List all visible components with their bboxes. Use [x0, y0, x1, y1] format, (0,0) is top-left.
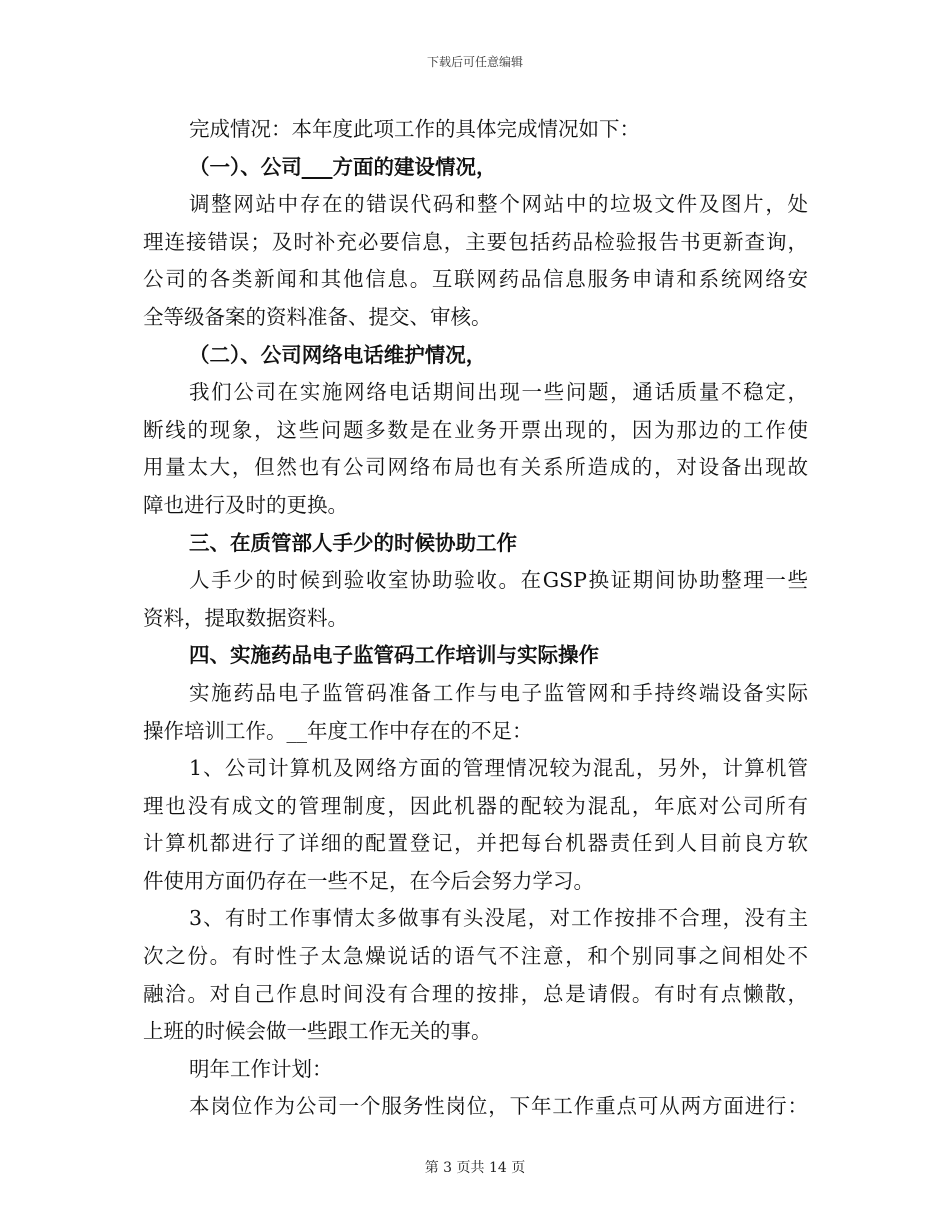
- body-text-line: 理连接错误；及时补充必要信息，主要包括药品检验报告书更新查询，: [143, 229, 808, 254]
- body-text-line: 融洽。对自己作息时间没有合理的按排，总是请假。有时有点懒散，: [143, 981, 808, 1006]
- body-text-line: 完成情况：本年度此项工作的具体完成情况如下：: [189, 117, 640, 141]
- body-text-line: 3、有时工作事情太多做事有头没尾，对工作按排不合理，没有主: [189, 906, 808, 931]
- section-heading: [143, 149, 808, 187]
- section-heading: 四、实施药品电子监管码工作培训与实际操作: [189, 643, 599, 668]
- body-text-line: 全等级备案的资料准备、提交、审核。: [143, 304, 492, 329]
- body-text-line: 明年工作计划：: [189, 1056, 333, 1081]
- body-text-line: 件使用方面仍存在一些不足，在今后会努力学习。: [143, 868, 594, 893]
- page-header-note: 下载后可任意编辑: [426, 55, 523, 69]
- fill-in-blank: ___: [301, 154, 333, 179]
- page-number: 第 3 页共 14 页: [424, 1160, 526, 1176]
- document-body: [143, 111, 808, 1126]
- body-text-line: 资料，提取数据资料。: [143, 605, 348, 630]
- body-text-line: 断线的现象，这些问题多数是在业务开票出现的，因为那边的工作使: [143, 417, 808, 442]
- section-heading: （二）、公司网络电话维护情况，: [189, 342, 487, 367]
- body-text-line: 公司的各类新闻和其他信息。互联网药品信息服务申请和系统网络安: [143, 267, 808, 292]
- body-text-line: 本岗位作为公司一个服务性岗位，下年工作重点可从两方面进行：: [189, 1094, 808, 1119]
- body-text-line: 次之份。有时性子太急燥说话的语气不注意，和个别同事之间相处不: [143, 944, 808, 969]
- heading-text: （一）、公司: [189, 154, 302, 179]
- body-text-line: 调整网站中存在的错误代码和整个网站中的垃圾文件及图片，处: [189, 192, 808, 217]
- body-text-line: 1、公司计算机及网络方面的管理情况较为混乱，另外，计算机管: [189, 756, 808, 781]
- body-text-line: 用量太大，但然也有公司网络布局也有关系所造成的，对设备出现故: [143, 455, 808, 480]
- body-text-line: 理也没有成文的管理制度，因此机器的配较为混乱，年底对公司所有: [143, 793, 808, 818]
- body-text-line: 上班的时候会做一些跟工作无关的事。: [143, 1019, 492, 1044]
- body-text-line: 我们公司在实施网络电话期间出现一些问题，通话质量不稳定，: [189, 380, 808, 405]
- body-text-line: 人手少的时候到验收室协助验收。在GSP换证期间协助整理一些: [189, 568, 808, 593]
- body-text-line: 障也进行及时的更换。: [143, 492, 348, 517]
- body-text-line: 计算机都进行了详细的配置登记，并把每台机器责任到人目前良方软: [143, 831, 808, 856]
- section-heading: 三、在质管部人手少的时候协助工作: [189, 530, 517, 555]
- body-text-line: 实施药品电子监管码准备工作与电子监管网和手持终端设备实际: [189, 680, 808, 705]
- body-text-line: 操作培训工作。__年度工作中存在的不足：: [143, 718, 533, 743]
- heading-text: 方面的建设情况，: [332, 154, 497, 179]
